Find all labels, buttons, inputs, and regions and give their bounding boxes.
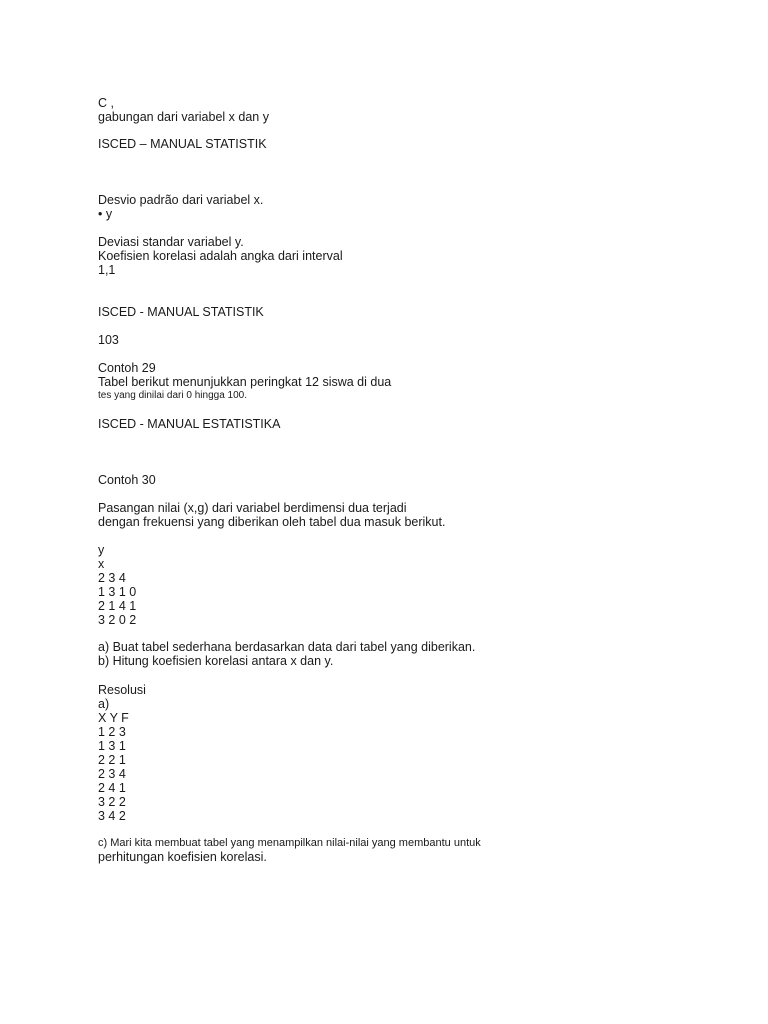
table-line: 1 3 1 [98, 739, 126, 753]
text-line: tes yang dinilai dari 0 hingga 100. [98, 390, 247, 401]
table-line: 2 3 4 [98, 571, 126, 585]
table-line: 2 1 4 1 [98, 599, 137, 613]
question-line: b) Hitung koefisien korelasi antara x dan y. [98, 654, 334, 668]
text-line: C , [98, 96, 114, 110]
text-line: Desvio padrão dari variabel x. [98, 193, 264, 207]
table-line: X Y F [98, 711, 129, 725]
text-line: a) [98, 697, 110, 711]
example-title: Contoh 29 [98, 361, 156, 375]
example-30-title [98, 473, 156, 487]
section-header [98, 305, 264, 319]
example-title: Contoh 30 [98, 473, 156, 487]
text-line: • y [98, 207, 113, 221]
table-line: 3 4 2 [98, 809, 126, 823]
example-29-block [98, 361, 391, 402]
table-line: 3 2 2 [98, 795, 126, 809]
closing-text-block [98, 836, 481, 864]
text-line: perhitungan koefisien korelasi. [98, 850, 267, 864]
text-line: 1,1 [98, 263, 116, 277]
page-number [98, 333, 119, 347]
table-line: 2 3 4 [98, 767, 126, 781]
table-line: 2 4 1 [98, 781, 126, 795]
header-line: ISCED - MANUAL STATISTIK [98, 305, 264, 319]
table-line: 2 2 1 [98, 753, 126, 767]
table-line: 1 2 3 [98, 725, 126, 739]
table-line: 1 3 1 0 [98, 585, 137, 599]
text-line: Pasangan nilai (x,g) dari variabel berdimensi dua terjadi [98, 501, 407, 515]
intro-text-block [98, 96, 269, 124]
text-line: Koefisien korelasi adalah angka dari interval [98, 249, 343, 263]
text-line: dengan frekuensi yang diberikan oleh tabel dua masuk berikut. [98, 515, 446, 529]
two-way-table-text [98, 543, 136, 627]
definition-text-block [98, 235, 343, 277]
table-line: x [98, 557, 105, 571]
text-line: Deviasi standar variabel y. [98, 235, 244, 249]
header-line: ISCED - MANUAL ESTATISTIKA [98, 417, 281, 431]
resolution-block [98, 683, 146, 823]
table-line: y [98, 543, 105, 557]
header-line: ISCED – MANUAL STATISTIK [98, 137, 267, 151]
resolution-title: Resolusi [98, 683, 146, 697]
text-line: Tabel berikut menunjukkan peringkat 12 siswa di dua [98, 375, 392, 389]
section-header [98, 137, 267, 151]
question-line: a) Buat tabel sederhana berdasarkan data dari tabel yang diberikan. [98, 640, 476, 654]
page-number-text: 103 [98, 333, 119, 347]
text-line: gabungan dari variabel x dan y [98, 110, 269, 124]
questions-block [98, 640, 475, 668]
section-header [98, 417, 280, 431]
text-line: c) Mari kita membuat tabel yang menampilkan nilai-nilai yang membantu untuk [98, 837, 481, 849]
example-30-description [98, 501, 445, 529]
table-line: 3 2 0 2 [98, 613, 137, 627]
definition-text-block [98, 193, 263, 221]
